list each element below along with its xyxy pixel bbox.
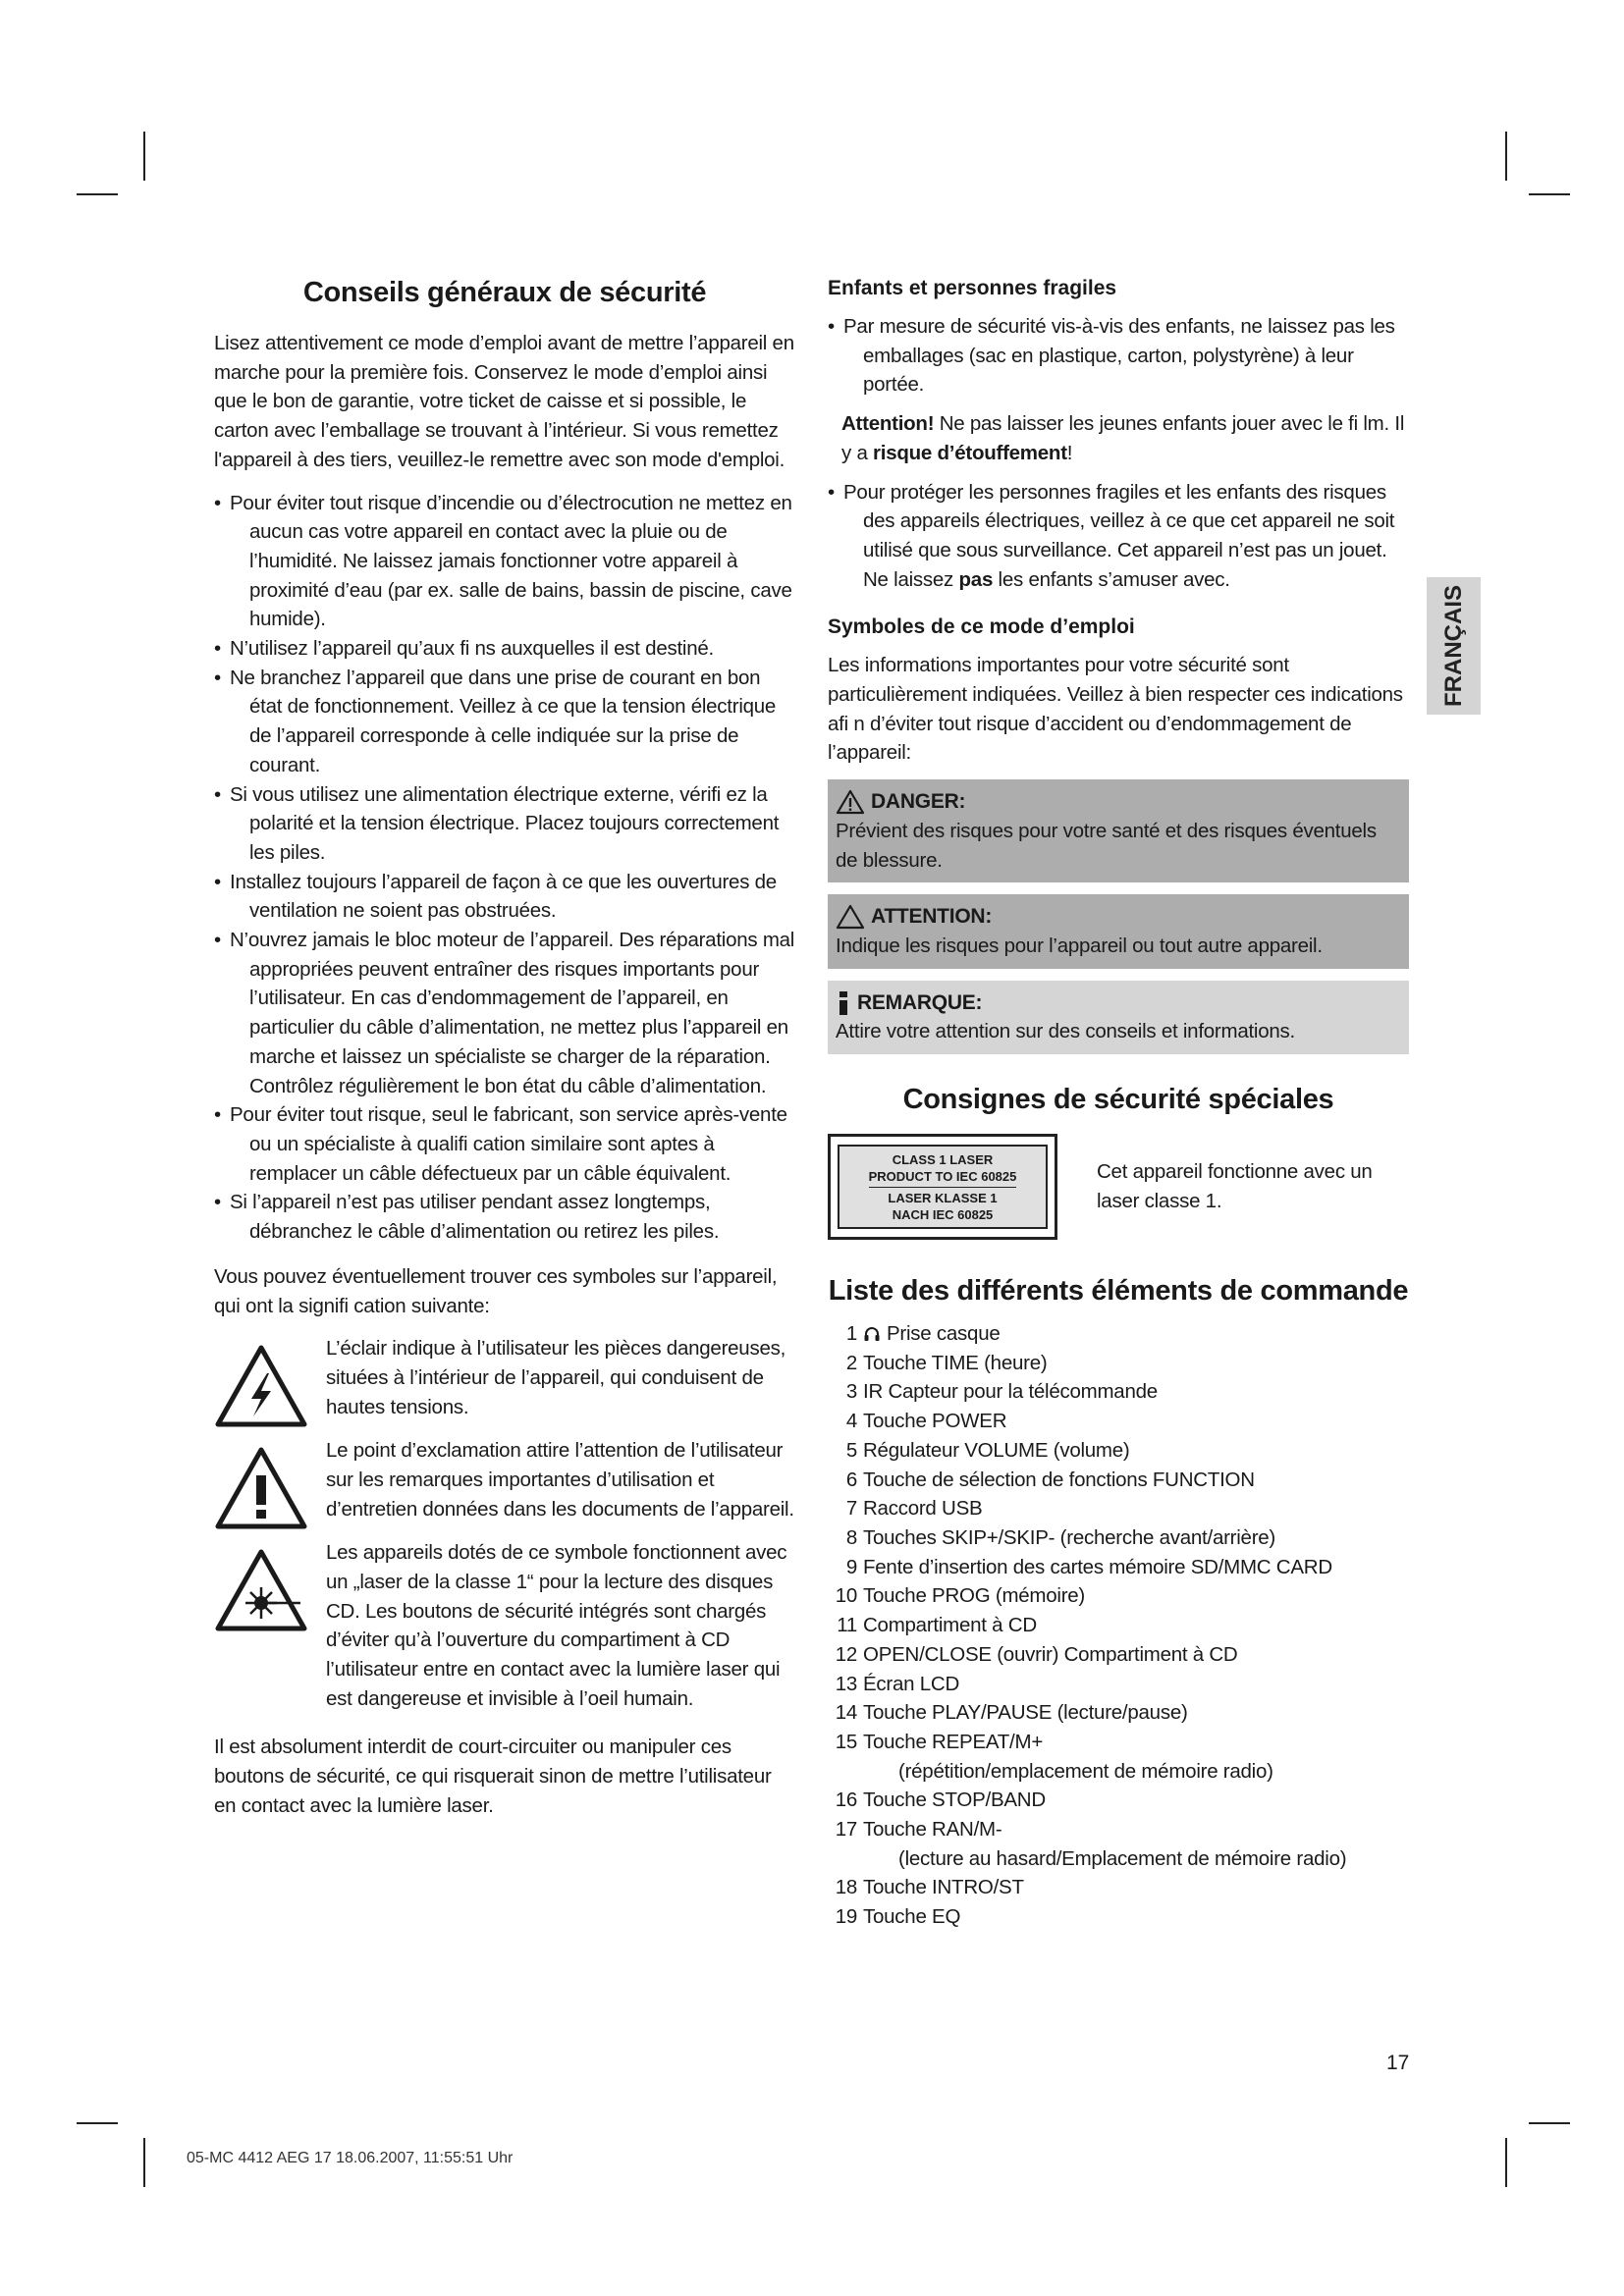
danger-label-row [836, 787, 1401, 817]
laser-label-inner [838, 1145, 1048, 1229]
list-item: • Ne branchez l’appareil que dans une prise de courant en bon état de fonctionnement. Veillez à ce que la tension électrique de l’appareil corresponde à celle indiquée sur la prise de courant. [214, 664, 795, 780]
language-tab [1427, 577, 1481, 715]
crop-mark [1505, 2138, 1507, 2187]
list-item: • Si l’appareil n’est pas utiliser pendant assez longtemps, débranchez le câble d’alimentation ou retirez les piles. [214, 1188, 795, 1246]
laser-label-line: LASER KLASSE 1 [888, 1190, 998, 1205]
symbols-heading: Symboles de ce mode d’emploi [828, 615, 1135, 639]
item-number: 13 [835, 1672, 857, 1695]
section-title-general-safety: Conseils généraux de sécurité [302, 277, 707, 308]
danger-label: DANGER: [871, 790, 966, 814]
item-number: 17 [835, 1818, 857, 1842]
item-number [828, 1757, 857, 1787]
attention-label-row [836, 902, 1401, 932]
item-number: 5 [845, 1438, 857, 1462]
list-item [828, 1873, 1409, 1902]
laser-text: Cet appareil fonctionne avec un laser classe 1. [1097, 1160, 1373, 1213]
item-text: Touche RAN/M- [863, 1818, 1002, 1842]
language-tab-label: FRANÇAIS [1439, 585, 1467, 707]
exclamation-warning-icon [214, 1446, 308, 1530]
item-number: 9 [845, 1555, 857, 1578]
symbol-row-exclamation [214, 1436, 795, 1530]
item-text: Touche TIME (heure) [863, 1351, 1048, 1374]
symbols-paragraph: Les informations importantes pour votre sécurité sont particulièrement indiquées. Veillez à bien respecter ces indications afi n d’éviter tout risque d’accident ou d’endommagement de l’appareil: [828, 654, 1403, 765]
list-item [828, 1319, 1409, 1349]
info-icon [836, 989, 851, 1017]
item-text: Touche PROG (mémoire) [863, 1584, 1086, 1608]
item-number: 7 [845, 1497, 857, 1521]
safety-bullet-list [214, 489, 795, 1247]
closing-paragraph: Il est absolument interdit de court-circuiter ou manipuler ces boutons de sécurité, ce qui risquerait sinon de mettre l’utilisateur en contact avec la lumière laser. [214, 1735, 772, 1817]
list-item [828, 1698, 1409, 1728]
item-number: 19 [835, 1905, 857, 1929]
item-number: 4 [845, 1410, 857, 1433]
item-text: Prise casque [887, 1322, 1001, 1346]
attention-box-text: Indique les risques pour l’appareil ou tout autre appareil. [836, 934, 1323, 957]
symbol-row-lightning [214, 1334, 795, 1428]
item-text: Touche POWER [863, 1410, 1007, 1433]
crop-mark [1529, 2122, 1570, 2124]
intro-paragraph: Lisez attentivement ce mode d’emploi avant de mettre l’appareil en marche pour la première fois. Conservez le mode d’emploi ainsi que le bon de garantie, votre ticket de caisse et si possible, le carton avec l’emballage se trouvant à l’intérieur. Si vous remettez l'appareil à des tiers, veuillez-le remettre avec son mode d'emploi. [214, 332, 794, 471]
item-text: Touche REPEAT/M+ [863, 1730, 1044, 1753]
laser-label-line: CLASS 1 LASER [892, 1151, 994, 1167]
symbols-intro: Vous pouvez éventuellement trouver ces symboles sur l’appareil, qui ont la signifi cation suivante: [214, 1264, 778, 1317]
danger-text: Prévient des risques pour votre santé et des risques éventuels de blessure. [836, 819, 1377, 872]
list-item [828, 1377, 1409, 1407]
list-item [828, 1553, 1409, 1582]
left-column [214, 277, 795, 1821]
bullet-bold: pas [958, 567, 994, 591]
item-text: Touche EQ [863, 1905, 961, 1929]
warning-triangle-icon [836, 904, 865, 930]
lightning-warning-icon [214, 1344, 308, 1428]
crop-mark [1529, 193, 1570, 195]
list-item: • Par mesure de sécurité vis-à-vis des enfants, ne laissez pas les emballages (sac en plastique, carton, polystyrène) à leur portée. [828, 312, 1409, 400]
remark-text: Attire votre attention sur des conseils et informations. [836, 1020, 1295, 1043]
list-item [828, 1523, 1409, 1553]
item-text: Régulateur VOLUME (volume) [863, 1438, 1130, 1462]
item-text: Touche de sélection de fonctions FUNCTION [863, 1468, 1255, 1491]
list-item: • Installez toujours l’appareil de façon à ce que les ouvertures de ventilation ne soient pas obstruées. [214, 868, 795, 926]
crop-mark [77, 193, 118, 195]
laser-warning-icon [214, 1548, 308, 1632]
laser-label-line: PRODUCT TO IEC 60825 [869, 1168, 1017, 1188]
item-number: 6 [845, 1468, 857, 1491]
children-bullets-2 [828, 478, 1409, 595]
list-item [828, 1407, 1409, 1436]
list-item [828, 1611, 1409, 1640]
laser-label-line: NACH IEC 60825 [892, 1206, 994, 1222]
list-item [828, 1728, 1409, 1757]
crop-mark [143, 132, 145, 181]
list-item [828, 1466, 1409, 1495]
list-item [828, 1786, 1409, 1815]
item-text: Compartiment à CD [863, 1614, 1037, 1637]
list-item [828, 1757, 1409, 1787]
bullet-text: Pour protéger les personnes fragiles et les enfants des risques des appareils électriques, veillez à ce que cet appareil ne soit utilisé que sous surveillance. Cet appareil n’est pas un jouet. Ne laissez [843, 480, 1395, 591]
attention-text: Ne pas laisser les jeunes enfants jouer avec le fi lm. Il y a [841, 412, 1405, 464]
item-number: 16 [835, 1789, 857, 1812]
item-number: 10 [835, 1584, 857, 1608]
item-number [828, 1844, 857, 1874]
list-item: • N’ouvrez jamais le bloc moteur de l’appareil. Des réparations mal appropriées peuvent entraîner des risques importants pour l’utilisateur. En cas d’endommagement de l’appareil, en particulier du câble d’alimentation, ne mettez plus l’appareil en marche et laissez un spécialiste se charger de la réparation. Contrôlez régulièrement le bon état du câble d’alimentation. [214, 926, 795, 1100]
danger-box [828, 779, 1409, 882]
controls-list [828, 1319, 1409, 1932]
attention-note [828, 409, 1409, 467]
item-text: Fente d’insertion des cartes mémoire SD/MMC CARD [863, 1555, 1332, 1578]
item-number: 15 [835, 1730, 857, 1753]
list-item [828, 1902, 1409, 1932]
list-item: • Pour éviter tout risque d’incendie ou d’électrocution ne mettez en aucun cas votre appareil en contact avec la pluie ou de l’humidité. Ne laissez jamais fonctionner votre appareil à proximité d’eau (par ex. salle de bains, bassin de piscine, cave humide). [214, 489, 795, 635]
symbol-text: L’éclair indique à l’utilisateur les pièces dangereuses, situées à l’intérieur de l’appareil, qui conduisent de hautes tensions. [326, 1337, 786, 1418]
item-text: (lecture au hasard/Emplacement de mémoire radio) [898, 1846, 1347, 1870]
item-text: Touche PLAY/PAUSE (lecture/pause) [863, 1701, 1188, 1725]
item-text: Écran LCD [863, 1672, 960, 1695]
item-number: 2 [845, 1351, 857, 1374]
right-column [828, 277, 1409, 1932]
list-item: • Pour éviter tout risque, seul le fabricant, son service après-vente ou un spécialiste à qualifi cation similaire sont aptes à remplacer un câble défectueux par un câble équivalent. [214, 1100, 795, 1188]
symbol-row-laser [214, 1538, 795, 1713]
item-text: OPEN/CLOSE (ouvrir) Compartiment à CD [863, 1642, 1238, 1666]
item-text: Raccord USB [863, 1497, 983, 1521]
attention-box-label: ATTENTION: [871, 905, 993, 929]
item-text: (répétition/emplacement de mémoire radio) [898, 1759, 1273, 1783]
remark-label-row [836, 988, 1401, 1018]
list-item [828, 1581, 1409, 1611]
warning-triangle-icon [836, 789, 865, 815]
item-label-row [863, 1319, 1001, 1349]
list-item [828, 1436, 1409, 1466]
item-number: 18 [835, 1876, 857, 1899]
section-title-controls: Liste des différents éléments de commande [828, 1275, 1409, 1308]
list-item: • Si vous utilisez une alimentation électrique externe, vérifi ez la polarité et la tension électrique. Placez toujours correctement les piles. [214, 780, 795, 868]
section-title-special-safety: Consignes de sécurité spéciales [902, 1084, 1334, 1116]
attention-label: Attention! [841, 412, 935, 436]
item-number: 14 [835, 1701, 857, 1725]
list-item [828, 1349, 1409, 1378]
list-item [828, 1494, 1409, 1523]
item-number: 1 [845, 1322, 857, 1346]
list-item [828, 1844, 1409, 1874]
crop-mark [143, 2138, 145, 2187]
item-number: 3 [845, 1380, 857, 1404]
item-text: Touche INTRO/ST [863, 1876, 1024, 1899]
item-number: 12 [835, 1642, 857, 1666]
symbol-text: Le point d’exclamation attire l’attention de l’utilisateur sur les remarques importantes d’utilisation et d’entretien données dans les documents de l’appareil. [326, 1439, 794, 1521]
print-footer: 05-MC 4412 AEG 17 18.06.2007, 11:55:51 Uhr [187, 2150, 514, 2166]
item-number: 11 [837, 1614, 857, 1637]
item-number: 8 [845, 1525, 857, 1549]
laser-section [828, 1134, 1409, 1240]
attention-box [828, 894, 1409, 968]
list-item: • N’utilisez l’appareil qu’aux fi ns auxquelles il est destiné. [214, 634, 795, 664]
symbol-text: Les appareils dotés de ce symbole fonctionnent avec un „laser de la classe 1“ pour la lecture des disques CD. Les boutons de sécurité intégrés sont chargés d’éviter qu’à l’ouverture du compartiment à CD l’utilisateur entre en contact avec la lumière laser qui est dangereuse et invisible à l’oeil humain. [326, 1541, 787, 1710]
list-item [828, 478, 1409, 595]
crop-mark [1505, 132, 1507, 181]
remark-label: REMARQUE: [857, 990, 983, 1014]
attention-text-end: ! [1066, 441, 1073, 464]
attention-bold: risque d’étouffement [873, 441, 1067, 464]
crop-mark [77, 2122, 118, 2124]
headphones-icon [863, 1325, 881, 1343]
list-item [828, 1640, 1409, 1670]
children-heading: Enfants et personnes fragiles [828, 277, 1117, 299]
item-text: Touche STOP/BAND [863, 1789, 1046, 1812]
list-item [828, 1815, 1409, 1844]
bullet-text-end: les enfants s’amuser avec. [993, 567, 1230, 591]
item-text: Touches SKIP+/SKIP- (recherche avant/arrière) [863, 1525, 1276, 1549]
item-text: IR Capteur pour la télécommande [863, 1380, 1158, 1404]
children-bullets [828, 312, 1409, 400]
list-item [828, 1670, 1409, 1699]
page-number: 17 [1386, 2052, 1410, 2074]
laser-class-label [828, 1134, 1057, 1240]
remark-box [828, 981, 1409, 1054]
